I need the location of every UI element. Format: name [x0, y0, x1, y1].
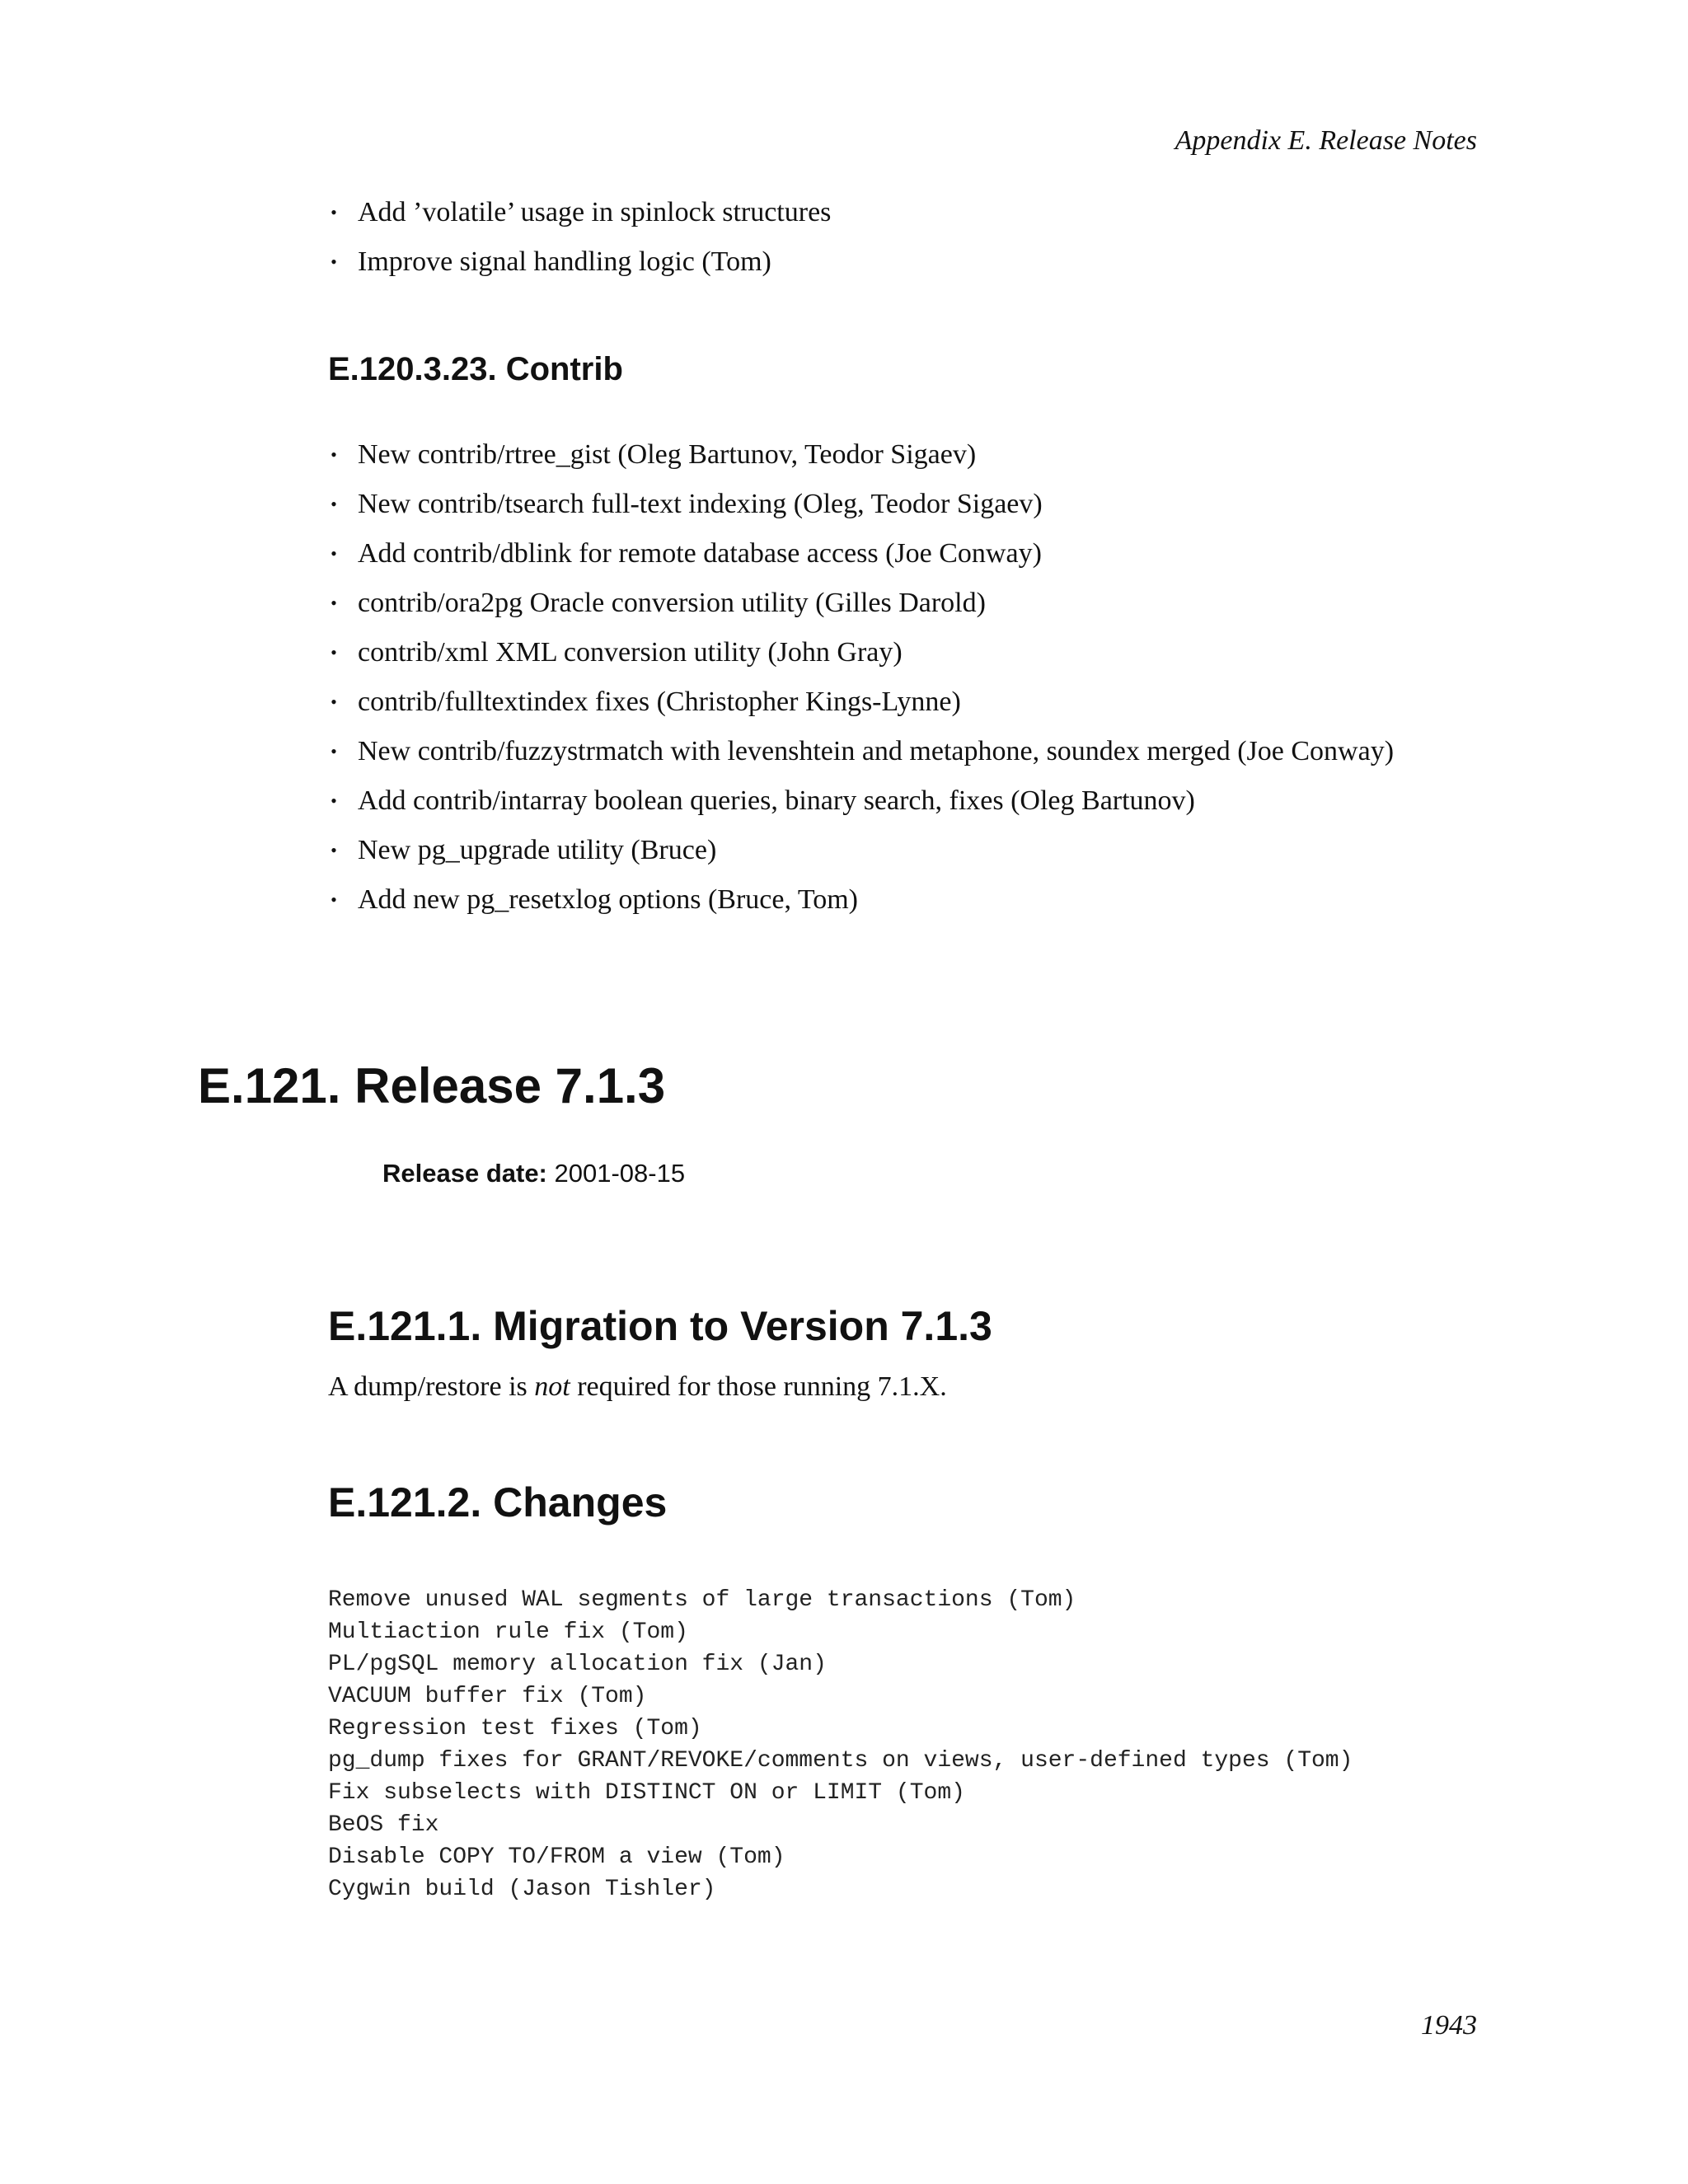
list-item: [328, 480, 1394, 529]
list-item: [328, 776, 1394, 826]
bullet-icon: •: [331, 251, 337, 272]
page-number: 1943: [1421, 2010, 1477, 2041]
migration-text-end: required for those running 7.1.X.: [570, 1371, 947, 1402]
release-date-value: 2001-08-15: [554, 1159, 686, 1188]
list-item-text: Add new pg_resetxlog options (Bruce, Tom): [358, 884, 859, 915]
bullet-icon: •: [331, 202, 337, 223]
list-item-text: New contrib/fuzzystrmatch with levenshtein and metaphone, soundex merged (Joe Conway): [358, 736, 1395, 766]
bullet-icon: •: [331, 642, 337, 663]
top-bullet-list: [328, 188, 831, 287]
code-line: PL/pgSQL memory allocation fix (Jan): [328, 1652, 827, 1677]
code-line: Regression test fixes (Tom): [328, 1716, 702, 1741]
release-date-label: Release date:: [382, 1159, 547, 1188]
list-item: [328, 875, 1394, 925]
list-item-text: Add contrib/dblink for remote database access (Joe Conway): [358, 538, 1042, 569]
code-line: pg_dump fixes for GRANT/REVOKE/comments on views, user-defined types (Tom): [328, 1748, 1353, 1774]
code-line: Disable COPY TO/FROM a view (Tom): [328, 1844, 785, 1870]
list-item-text: contrib/ora2pg Oracle conversion utility (Gilles Darold): [358, 588, 986, 618]
list-item-text: New contrib/rtree_gist (Oleg Bartunov, Teodor Sigaev): [358, 439, 977, 470]
code-line: VACUUM buffer fix (Tom): [328, 1684, 647, 1709]
bullet-icon: •: [331, 889, 337, 910]
migration-text-start: A dump/restore is: [328, 1371, 535, 1402]
list-item-text: New contrib/tsearch full-text indexing (Oleg, Teodor Sigaev): [358, 489, 1043, 519]
code-line: Multiaction rule fix (Tom): [328, 1619, 688, 1645]
list-item-text: New pg_upgrade utility (Bruce): [358, 835, 717, 865]
bullet-icon: •: [331, 691, 337, 712]
list-item-text: contrib/fulltextindex fixes (Christopher Kings-Lynne): [358, 687, 961, 717]
list-item: [328, 430, 1394, 480]
list-item: [328, 188, 831, 237]
list-item-text: contrib/xml XML conversion utility (John Gray): [358, 637, 903, 668]
list-item: [328, 826, 1394, 875]
list-item: [328, 237, 831, 287]
list-item-text: Add contrib/intarray boolean queries, binary search, fixes (Oleg Bartunov): [358, 785, 1195, 816]
list-item: [328, 677, 1394, 727]
bullet-icon: •: [331, 543, 337, 564]
code-line: BeOS fix: [328, 1812, 439, 1838]
list-item: [328, 579, 1394, 628]
list-item: [328, 628, 1394, 677]
contrib-bullet-list: [328, 430, 1394, 925]
release-date: [382, 1160, 685, 1186]
bullet-icon: •: [331, 741, 337, 762]
release-heading: E.121. Release 7.1.3: [198, 1058, 666, 1113]
list-item-text: Add ’volatile’ usage in spinlock structures: [358, 197, 832, 227]
migration-heading: E.121.1. Migration to Version 7.1.3: [328, 1303, 992, 1349]
running-header: Appendix E. Release Notes: [1175, 125, 1477, 156]
code-line: Fix subselects with DISTINCT ON or LIMIT (Tom): [328, 1780, 965, 1806]
list-item-text: Improve signal handling logic (Tom): [358, 246, 771, 277]
changes-code-block: [328, 1584, 1353, 1905]
migration-text-emphasis: not: [534, 1371, 570, 1402]
list-item: [328, 727, 1394, 776]
list-item: [328, 529, 1394, 579]
bullet-icon: •: [331, 494, 337, 514]
bullet-icon: •: [331, 790, 337, 811]
migration-paragraph: [328, 1373, 947, 1401]
code-line: Cygwin build (Jason Tishler): [328, 1877, 716, 1902]
code-line: Remove unused WAL segments of large transactions (Tom): [328, 1587, 1076, 1613]
changes-heading: E.121.2. Changes: [328, 1479, 668, 1526]
bullet-icon: •: [331, 840, 337, 860]
contrib-heading: E.120.3.23. Contrib: [328, 351, 623, 387]
bullet-icon: •: [331, 593, 337, 613]
bullet-icon: •: [331, 444, 337, 465]
